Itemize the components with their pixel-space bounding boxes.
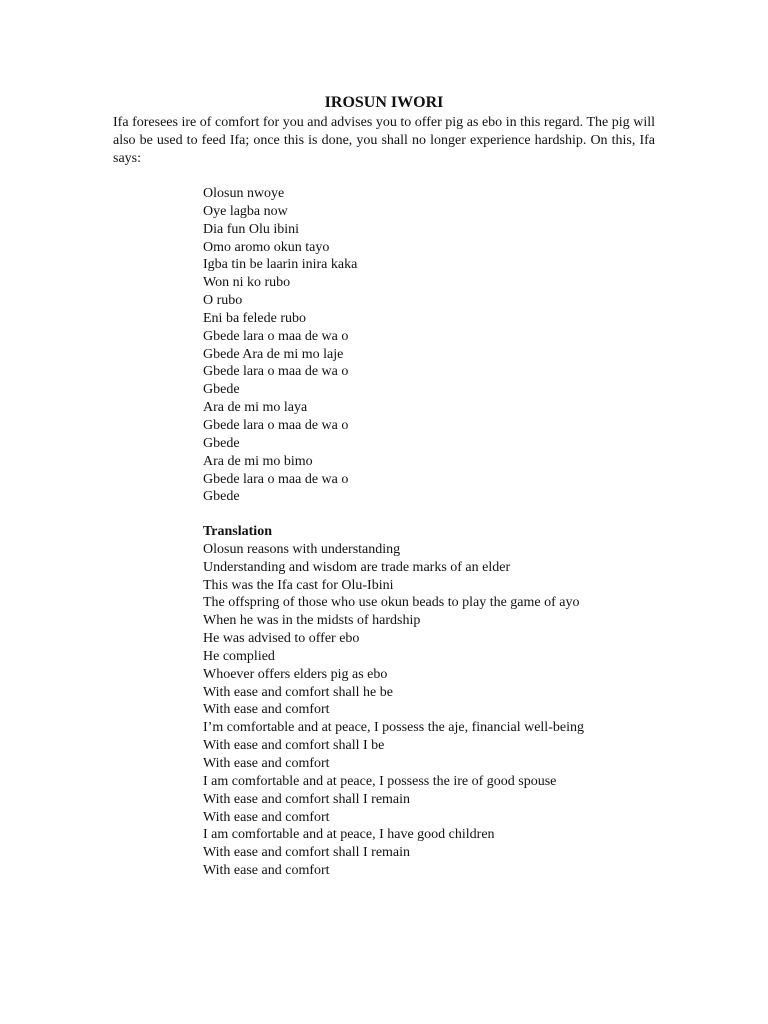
verse-line: Gbede lara o maa de wa o bbox=[203, 328, 349, 344]
translation-line: With ease and comfort shall he be bbox=[203, 684, 393, 700]
verse-line: Gbede bbox=[203, 435, 240, 451]
translation-line: Olosun reasons with understanding bbox=[203, 541, 401, 557]
page-title: IROSUN IWORI bbox=[324, 94, 444, 111]
translation-line: He complied bbox=[203, 648, 275, 664]
verse-line: Igba tin be laarin inira kaka bbox=[203, 257, 358, 273]
verse-line: Gbede lara o maa de wa o bbox=[203, 471, 349, 487]
verse-line: Eni ba felede rubo bbox=[203, 310, 307, 326]
verse-line: Dia fun Olu ibini bbox=[203, 221, 300, 237]
verse-line: Oye lagba now bbox=[203, 203, 288, 219]
translation-line: When he was in the midsts of hardship bbox=[203, 613, 421, 629]
verse-line: Gbede bbox=[203, 382, 240, 398]
translation-heading: Translation bbox=[203, 524, 272, 539]
verse-line: Gbede lara o maa de wa o bbox=[203, 417, 349, 433]
verse-line: Gbede Ara de mi mo laje bbox=[203, 346, 344, 362]
translation-line: With ease and comfort bbox=[203, 755, 330, 771]
verse-line: Gbede lara o maa de wa o bbox=[203, 364, 349, 380]
verse-line: Olosun nwoye bbox=[203, 186, 285, 201]
verse-line: Ara de mi mo laya bbox=[203, 400, 308, 416]
translation-line: I’m comfortable and at peace, I possess the aje, financial well-being bbox=[203, 720, 584, 736]
translation-line: With ease and comfort bbox=[203, 863, 330, 879]
translation-line: He was advised to offer ebo bbox=[203, 631, 360, 647]
verse-line: Won ni ko rubo bbox=[203, 275, 291, 291]
verse-block bbox=[203, 185, 663, 506]
translation-line: With ease and comfort bbox=[203, 809, 330, 825]
translation-line: With ease and comfort bbox=[203, 702, 330, 718]
translation-block bbox=[203, 523, 663, 880]
verse-line: O rubo bbox=[203, 293, 243, 309]
verse-line: Ara de mi mo bimo bbox=[203, 453, 313, 469]
translation-line: With ease and comfort shall I remain bbox=[203, 791, 411, 807]
translation-line: With ease and comfort shall I remain bbox=[203, 845, 411, 861]
translation-line: With ease and comfort shall I be bbox=[203, 738, 385, 754]
translation-line: I am comfortable and at peace, I have good children bbox=[203, 827, 495, 843]
verse-line: Gbede bbox=[203, 489, 240, 505]
verse-line: Omo aromo okun tayo bbox=[203, 239, 330, 255]
translation-line: Understanding and wisdom are trade marks of an elder bbox=[203, 559, 511, 575]
translation-line: Whoever offers elders pig as ebo bbox=[203, 666, 388, 682]
translation-line: I am comfortable and at peace, I possess the ire of good spouse bbox=[203, 773, 557, 789]
translation-line: The offspring of those who use okun beads to play the game of ayo bbox=[203, 595, 580, 611]
intro-paragraph: Ifa foresees ire of comfort for you and advises you to offer pig as ebo in this regard. The pig will also be used to feed Ifa; once this is done, you shall no longer experience hardship. On this, Ifa says: bbox=[113, 115, 655, 166]
translation-line: This was the Ifa cast for Olu-Ibini bbox=[203, 577, 394, 593]
